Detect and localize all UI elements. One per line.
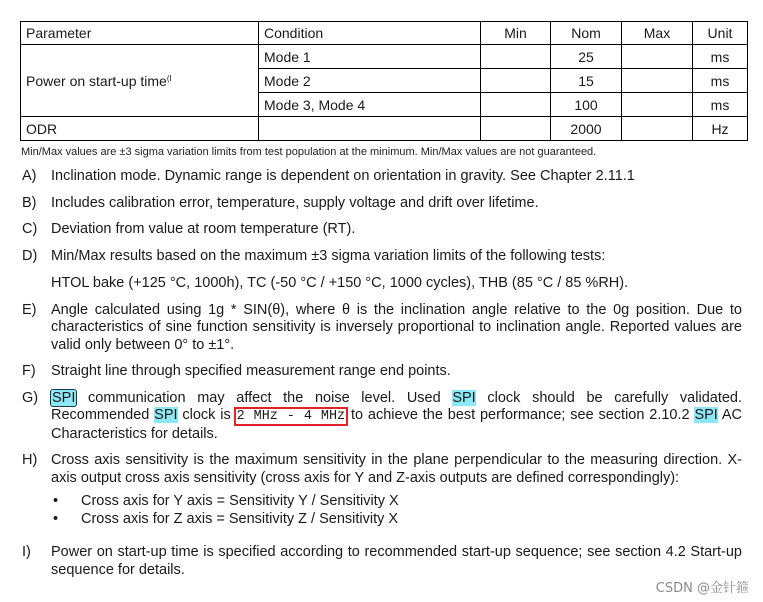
cell-min (481, 69, 551, 93)
cell-min (481, 117, 551, 141)
param-power-startup (21, 45, 259, 117)
watermark: CSDN @金针箍 (655, 581, 749, 596)
note-text: Angle calculated using 1g * SIN(θ), where θ is the inclination angle relative to the 0g position. Due to characteristics of sine function sensitivity is inversely proportional to inclination angle. Reported values are valid only between 0° to ±1°. (51, 301, 742, 353)
note-f (22, 363, 742, 381)
note-d (22, 248, 742, 293)
note-text: Straight line through specified measurement range end points. (51, 363, 451, 379)
cell-unit: ms (693, 69, 748, 93)
note-g-part2: clock should be carefully validated. Recommended (51, 389, 743, 423)
cell-nom: 25 (551, 45, 622, 69)
note-g-part5: AC Characteristics for details. (51, 407, 742, 442)
note-b (22, 195, 742, 213)
cell-condition: Mode 2 (259, 69, 481, 93)
cell-nom: 15 (551, 69, 622, 93)
note-g-part4: to achieve the best performance; see section 2.10.2 (346, 407, 695, 423)
note-label: I) (22, 544, 31, 560)
note-text (51, 390, 742, 444)
param-power-sup: (I (166, 73, 172, 83)
cell-nom: 2000 (551, 117, 622, 141)
clock-range-box: 2 MHz - 4 MHz (236, 409, 346, 424)
header-max: Max (622, 22, 693, 45)
table-footnote: Min/Max values are ±3 sigma variation limits from test population at the minimum. Min/Max values are not guaranteed. (21, 146, 597, 158)
note-label: G) (22, 389, 39, 406)
cell-max (622, 69, 693, 93)
spi-highlight[interactable]: SPI (154, 407, 178, 423)
cell-min (481, 45, 551, 69)
cell-unit: ms (693, 45, 748, 69)
note-g (22, 390, 742, 444)
note-label: H) (22, 452, 38, 468)
header-nom: Nom (551, 22, 622, 45)
cell-max (622, 93, 693, 117)
cell-nom: 100 (551, 93, 622, 117)
note-h (22, 452, 742, 528)
spi-highlight[interactable]: SPI (452, 389, 476, 406)
header-parameter: Parameter (21, 22, 259, 45)
table-row (21, 45, 748, 69)
note-label: E) (22, 301, 37, 318)
note-text: Includes calibration error, temperature, supply voltage and drift over lifetime. (51, 194, 539, 211)
param-odr: ODR (21, 117, 259, 141)
note-g-part3: clock is (177, 407, 236, 423)
cell-condition: Mode 1 (259, 45, 481, 69)
spi-highlight-selected[interactable]: SPI (52, 389, 76, 406)
list-item: • Cross axis for Z axis = Sensitivity Z / Sensitivity X (81, 511, 742, 529)
note-text-tests: HTOL bake (+125 °C, 1000h), TC (-50 °C / +150 °C, 1000 cycles), THB (85 °C / 85 %RH). (51, 275, 629, 291)
cell-condition: Mode 3, Mode 4 (259, 93, 481, 117)
note-label: D) (22, 247, 38, 264)
cell-unit: ms (693, 93, 748, 117)
note-c (22, 221, 742, 239)
list-item: • Cross axis for Y axis = Sensitivity Y / Sensitivity X (81, 493, 742, 511)
table-row-odr (21, 117, 748, 141)
param-power-label: Power on start-up time (26, 72, 167, 89)
header-condition: Condition (259, 22, 481, 45)
note-a (22, 168, 742, 186)
note-label: A) (22, 168, 37, 184)
note-text: Deviation from value at room temperature (RT). (51, 221, 356, 237)
cell-max (622, 45, 693, 69)
note-i (22, 544, 742, 579)
note-text: Inclination mode. Dynamic range is dependent on orientation in gravity. See Chapter 2.11.1 (51, 168, 635, 184)
note-text: Min/Max results based on the maximum ±3 sigma variation limits of the following tests: (51, 247, 606, 264)
spi-highlight[interactable]: SPI (694, 407, 718, 423)
note-text: Power on start-up time is specified according to recommended start-up sequence; see section 4.2 Start-up sequence for details. (51, 544, 742, 578)
spec-table (20, 21, 748, 141)
bullet-list (51, 493, 742, 528)
note-e (22, 302, 742, 355)
notes-list (22, 168, 742, 588)
note-g-part1: communication may affect the noise level. Used (76, 389, 453, 406)
note-label: B) (22, 194, 37, 211)
cell-max (622, 117, 693, 141)
header-min: Min (481, 22, 551, 45)
table-header-row (21, 22, 748, 45)
note-text: Cross axis sensitivity is the maximum sensitivity in the plane perpendicular to the measuring direction. X-axis output cross axis sensitivity (cross axis for Y and Z-axis outputs are defined correspondingly): (51, 452, 742, 486)
header-unit: Unit (693, 22, 748, 45)
note-label: C) (22, 221, 38, 237)
cell-condition (259, 117, 481, 141)
note-label: F) (22, 363, 36, 379)
cell-unit: Hz (693, 117, 748, 141)
cell-min (481, 93, 551, 117)
